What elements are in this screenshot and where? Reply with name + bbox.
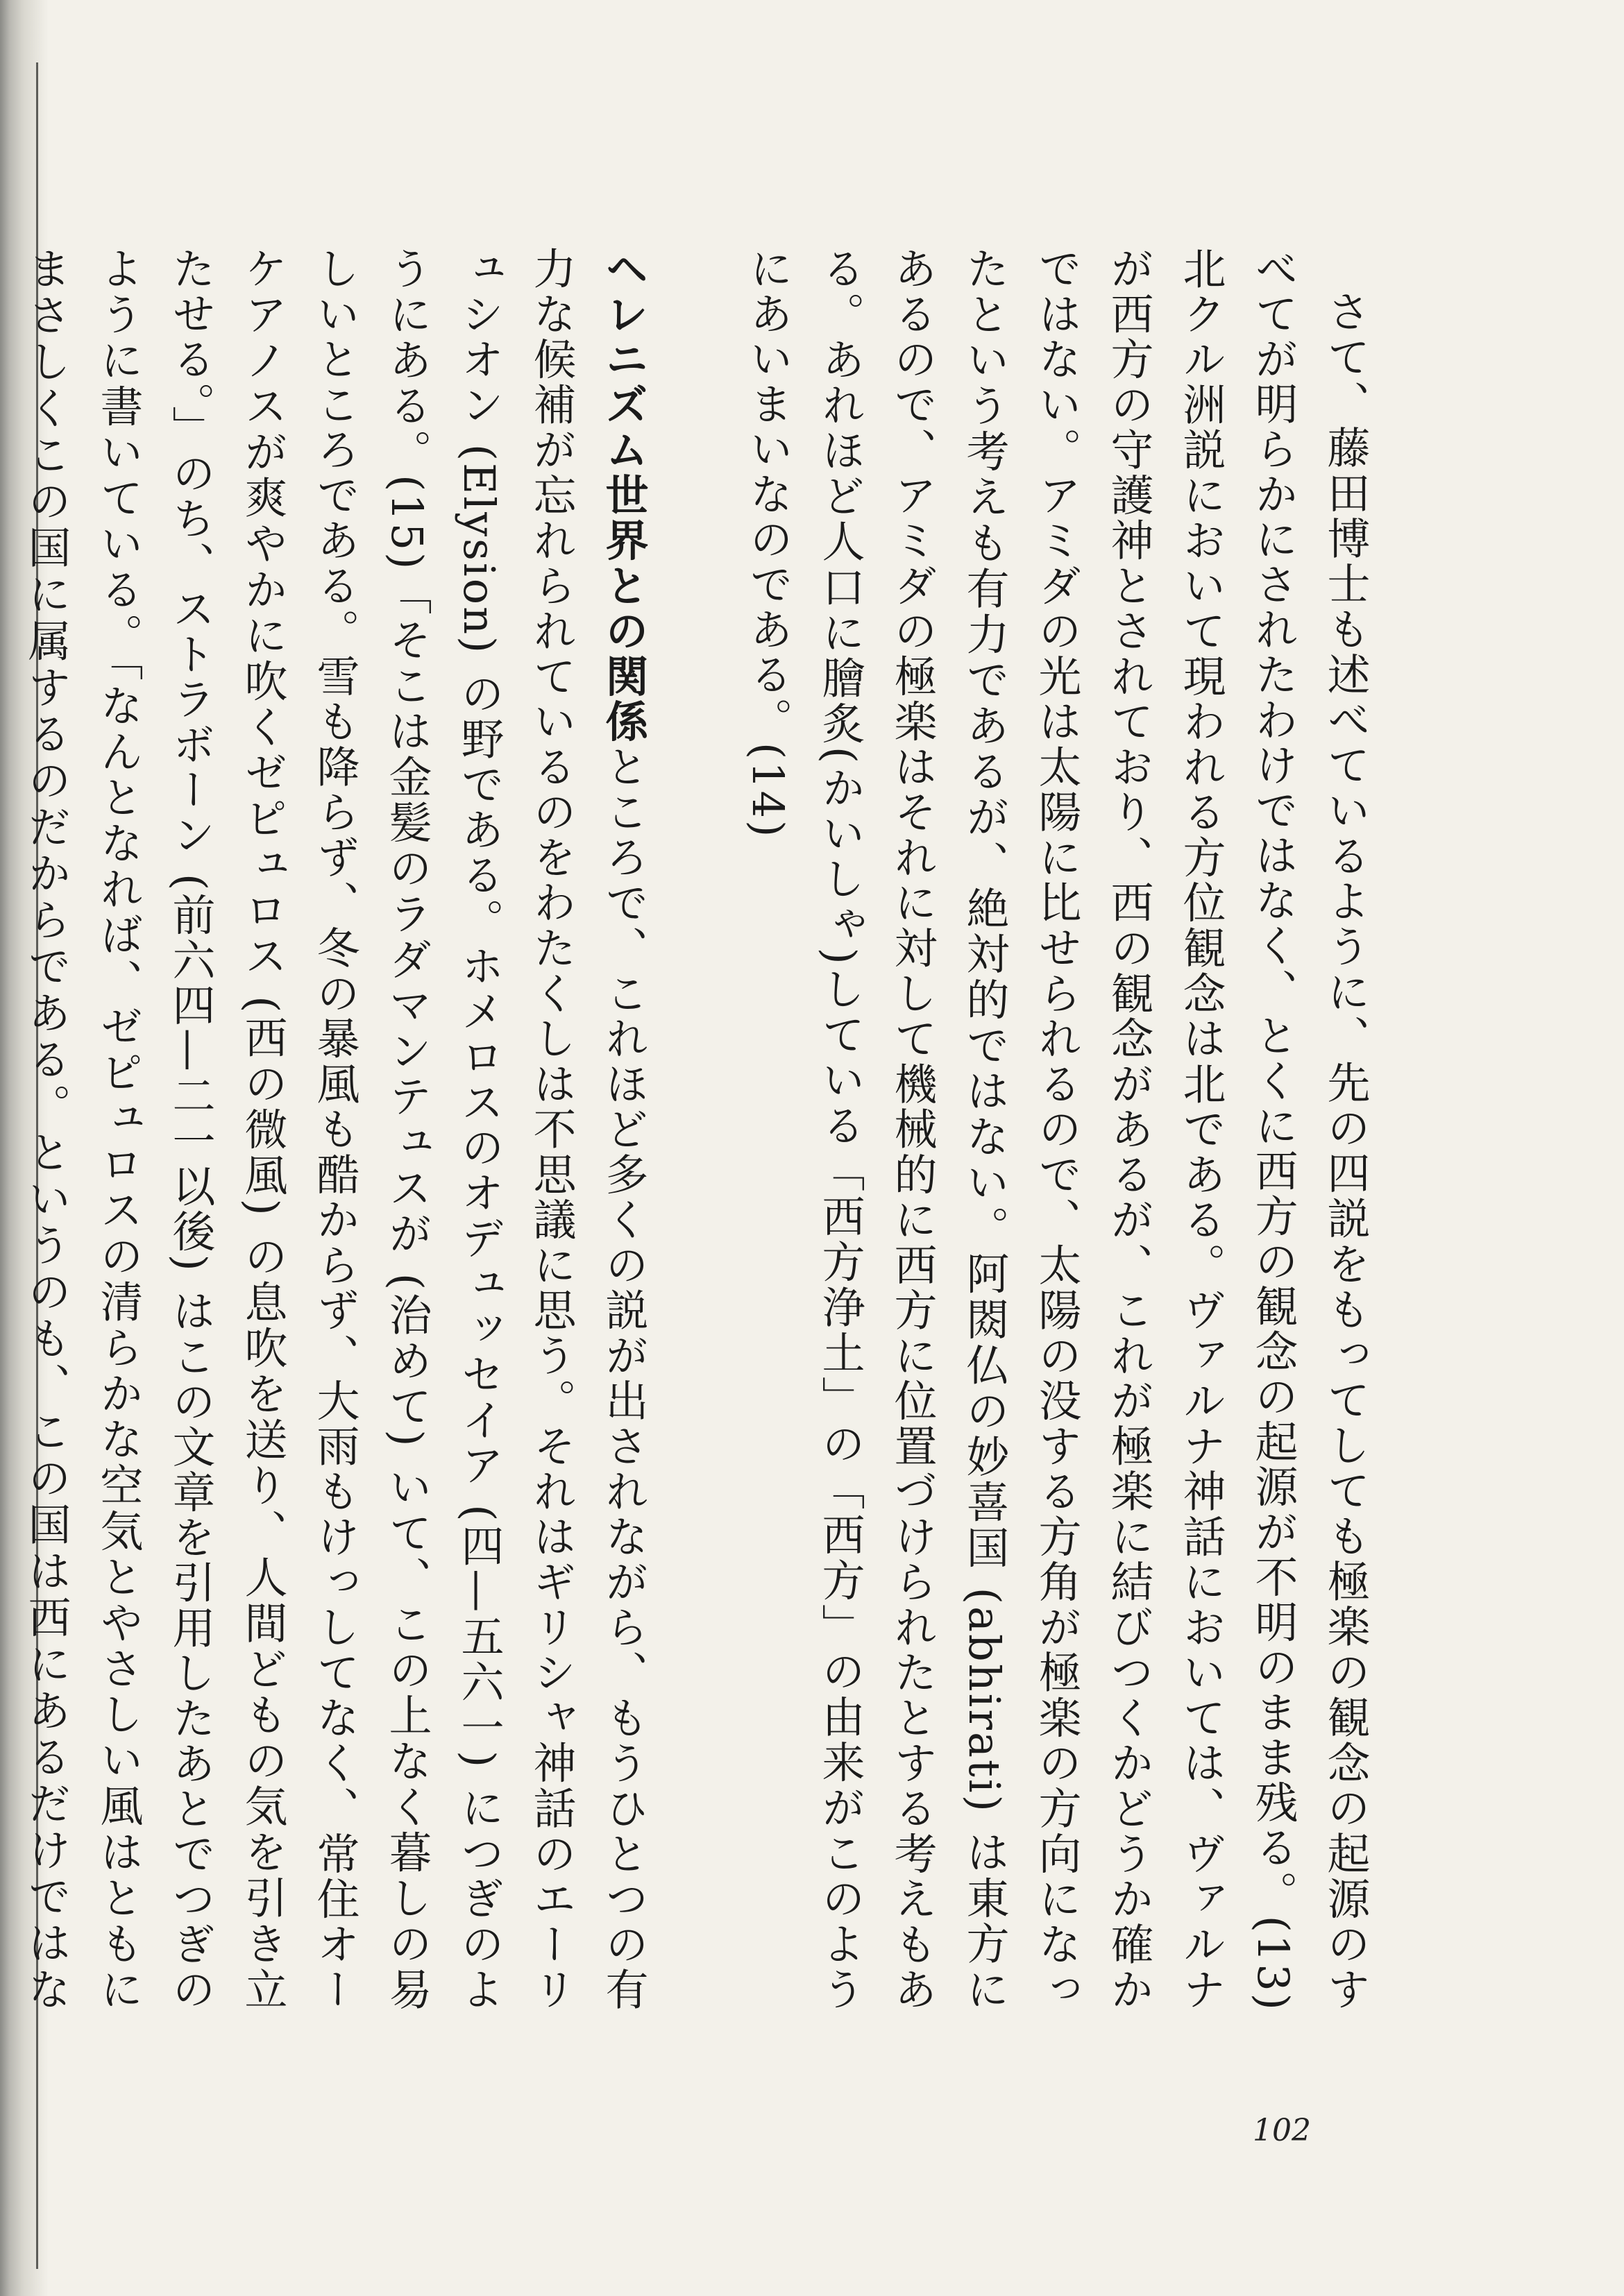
page-number: 102 — [1253, 2113, 1311, 2148]
paragraph-nishikata-origin: さて、藤田博士も述べているように、先の四説をもってしても極楽の観念の起源のすべてが明らかにされたわけではなく、とくに西方の観念の起源が不明のまま残る。(13) 北クル洲説において現われる方位観念は北である。ヴァルナ神話においては、ヴァルナが西方の守護神とされており、西の観念があるが、これが極楽に結びつくかどうか確かではない。アミダの光は太陽に比せられるので、太陽の没する方角が極楽の方向になったという考えも有力であるが、絶対的ではない。阿閦仏の妙喜国 (abhirati) は東方にあるので、アミダの極楽はそれに対して機械的に西方に位置づけられたとする考えもある。あれほど人口に膾炙(かいしゃ)している「西方浄土」の「西方」の由来がこのようにあいまいなのである。(14) — [743, 246, 1371, 2013]
paragraph-hellenism — [0, 246, 659, 2012]
section-heading: ヘレニズム世界との関係 — [598, 246, 649, 745]
paragraph-hellenism-body: ところで、これほど多くの説が出されながら、もうひとつの有力な候補が忘れられているのをわたくしは不思議に思う。それはギリシャ神話のエーリュシオン (Elysion) の野である。ホメロスのオデュッセイア (四—五六一) につぎのようにある。(15)「そこは金髪のラダマンテュスが (治めて) いて、この上なく暮しの易しいところである。雪も降らず、冬の暴風も酷からず、大雨もけっしてなく、常住オーケアノスが爽やかに吹くゼピュロス (西の微風) の息吹を送り、人間どもの気を引き立たせる。」のち、ストラボーン (前六四—二一以後) はこの文章を引用したあとでつぎのように書いている。「なんとなれば、ゼピュロスの清らかな空気とやさしい風はともにまさしくこの国に属するのだからである。というのも、この国は西にあるだけではな — [21, 246, 649, 2013]
vertical-text-block — [21, 246, 1381, 2013]
